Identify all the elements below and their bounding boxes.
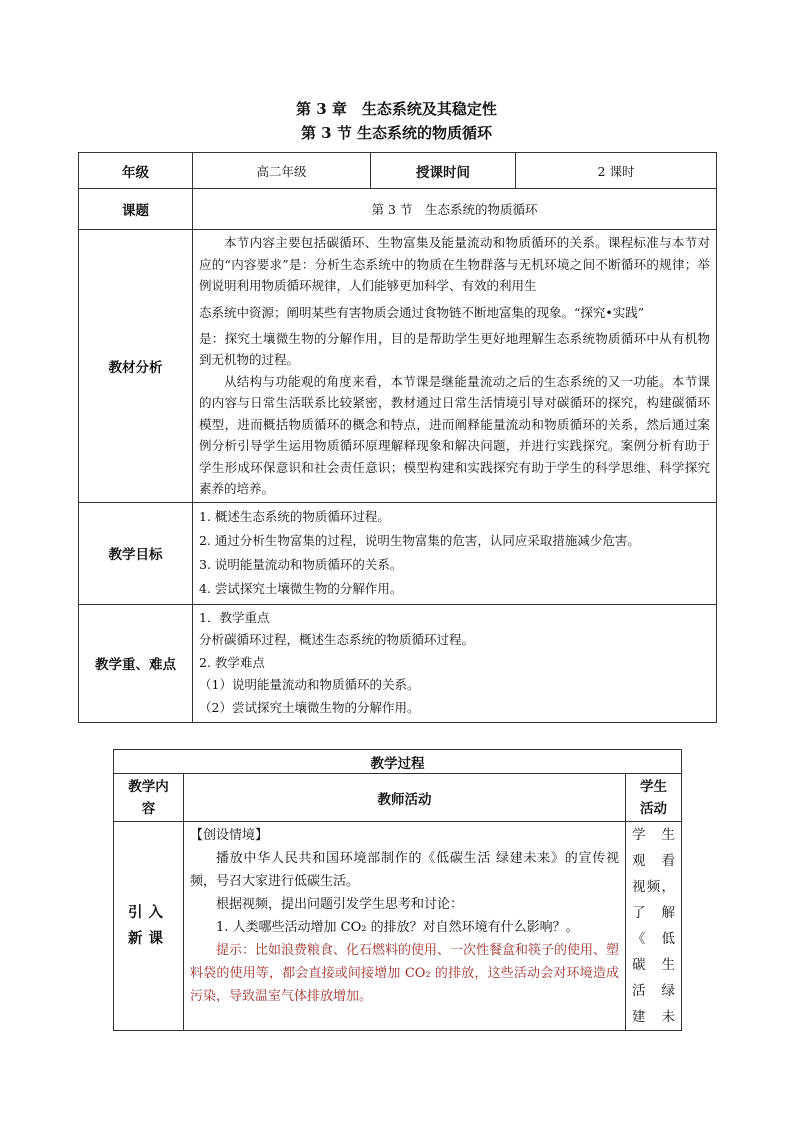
teaching-process-table	[113, 749, 682, 1031]
section-title: 第 3 节 生态系统的物质循环	[300, 124, 493, 142]
teacher-paragraph: 播放中华人民共和国环境部制作的《低碳生活 绿建未来》的宣传视频，号召大家进行低碳生活。	[190, 851, 619, 889]
teacher-paragraph: 根据视频，提出问题引发学生思考和讨论：	[216, 897, 464, 912]
analysis-paragraph-1b: 态系统中资源；阐明某些有害物质会通过食物链不断地富集的现象。“探究•实践”	[199, 304, 645, 320]
lesson-info-table	[78, 152, 717, 723]
col-content-header	[114, 774, 184, 822]
student-line: 碳生	[632, 957, 676, 973]
student-line: 《低	[632, 931, 676, 947]
analysis-text	[193, 230, 717, 503]
col-student-header-line1: 学生	[640, 778, 667, 795]
grade-value: 高二年级	[193, 153, 371, 189]
student-activity	[626, 822, 682, 1031]
goal-item: 3. 说明能量流动和物质循环的关系。	[199, 557, 403, 572]
focus-label: 教学重、难点	[79, 604, 193, 722]
topic-value: 第 3 节 生态系统的物质循环	[193, 189, 717, 230]
goal-item: 2. 通过分析生物富集的过程，说明生物富集的危害，认同应采取措施减少危害。	[199, 533, 640, 548]
focus-line: 2. 教学难点	[199, 654, 265, 670]
hours-value: 2 课时	[516, 153, 717, 189]
grade-label: 年级	[79, 153, 193, 189]
analysis-paragraph-1c: 是：探究土壤微生物的分解作用，目的是帮助学生更好地理解生态系统物质循环中从有机物到无机物的过程。	[199, 330, 710, 367]
col-student-header	[626, 774, 682, 822]
focus-line: （1）说明能量流动和物质循环的关系。	[199, 677, 420, 693]
intro-row-label: 引入新课	[114, 822, 184, 1031]
col-teacher-header: 教师活动	[184, 774, 626, 822]
goal-item: 4. 尝试探究土壤微生物的分解作用。	[199, 581, 403, 596]
teacher-activity	[184, 822, 626, 1031]
topic-label: 课题	[79, 189, 193, 230]
teacher-hint: 提示：比如浪费粮食、化石燃料的使用、一次性餐盒和筷子的使用、塑料袋的使用等，都会直接或间接增加 CO₂ 的排放，这些活动会对环境造成污染，导致温室气体排放增加。	[190, 943, 620, 1004]
goal-item: 1. 概述生态系统的物质循环过程。	[199, 509, 390, 524]
analysis-label: 教材分析	[79, 230, 193, 503]
focus-line: 1．教学重点	[199, 609, 270, 625]
goals-list	[193, 502, 717, 604]
focus-line: （2）尝试探究土壤微生物的分解作用。	[199, 699, 420, 715]
chapter-title: 第 3 章 生态系统及其稳定性	[296, 100, 497, 118]
analysis-paragraph-2: 从结构与功能观的角度来看，本节课是继能量流动之后的生态系统的又一功能。本节课的内容与日常生活联系比较紧密，教材通过日常生活情境引导对碳循环的探究，构建碳循环模型，进而概括物质循环的概念和特点，进而阐释能量流动和物质循环的关系，然后通过案例分析引导学生运用物质循环原理解释现象和解决问题，并进行实践探究。案例分析有助于学生形成环保意识和社会责任意识；模型构建和实践探究有助于学生的科学思维、科学探究素养的培养。	[199, 373, 710, 496]
focus-list	[193, 604, 717, 722]
analysis-paragraph-1a: 本节内容主要包括碳循环、生物富集及能量流动和物质循环的关系。课程标准与本节对应的“内容要求”是：分析生态系统中的物质在生物群落与无机环境之间不断循环的规律；举例说明利用物质循环规律，人们能够更加科学、有效的利用生	[199, 235, 710, 293]
student-line: 视频，	[632, 879, 676, 895]
col-content-header-line1: 教学内	[128, 778, 169, 795]
teacher-question: 1. 人类哪些活动增加 CO₂ 的排放？对自然环境有什么影响？。	[216, 920, 579, 935]
col-content-header-line2: 容	[141, 800, 156, 817]
process-title: 教学过程	[114, 750, 682, 774]
focus-line: 分析碳循环过程，概述生态系统的物质循环过程。	[199, 632, 475, 648]
student-line: 观看	[632, 853, 676, 869]
student-line: 学生	[632, 827, 676, 843]
student-line: 了解	[632, 905, 676, 921]
student-line: 活绿	[632, 983, 676, 999]
scene-heading: 【创设情境】	[190, 828, 269, 843]
goals-label: 教学目标	[79, 502, 193, 604]
col-student-header-line2: 活动	[640, 800, 667, 817]
student-line: 建未	[632, 1009, 676, 1025]
time-label: 授课时间	[371, 153, 516, 189]
